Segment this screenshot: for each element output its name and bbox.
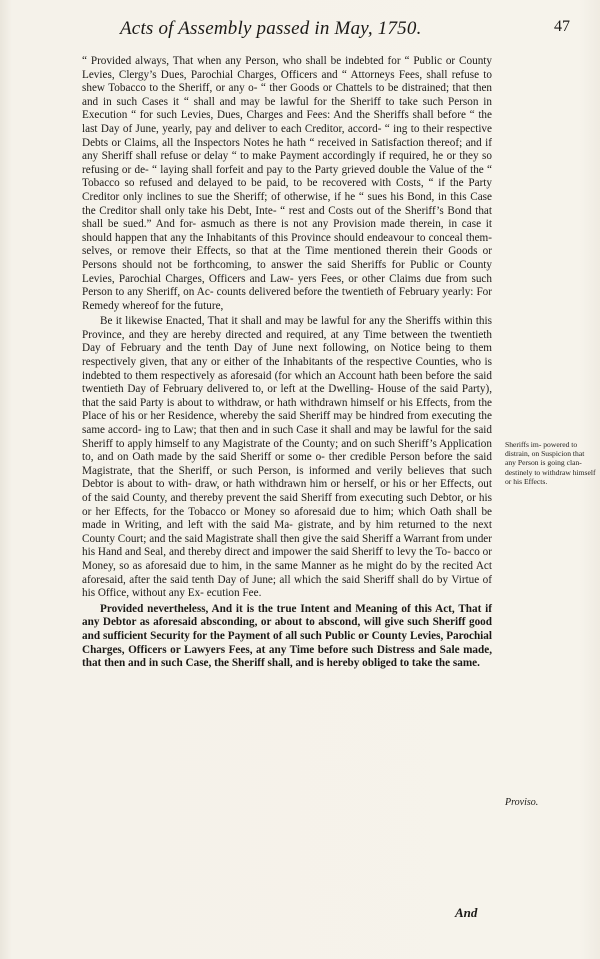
paragraph-provided-always: “ Provided always, That when any Person, who shall be indebted for “ Public or County Levies, Clergy’s Dues, Parochial Charges, Officers and “ Attorneys Fees, shall refuse to shew Tobacco to the Sheriff, or any o- “ ther Goods or Chattels to be distrained; that then and in such Cases it “ shall and may be lawful for the Sheriff to take such Person in Execution “ for such Levies, Dues, Charges and Fees: And the Sheriffs shall before “ the last Day of June, yearly, pay and deliver to each Creditor, accord- “ ing to their respective Debts or Claims, all the Inspectors Notes he hath “ received in Satisfaction thereof; and if any Sheriff shall refuse or delay “ to make Payment accordingly if required, he or they so refusing or de- “ laying shall forfeit and pay to the Party grieved double the Value of the “ Tobacco so refused and delayed to be paid, to be recovered with Costs, “ if the Party Creditor only inclines to sue the Sheriff; of otherwise, if he “ sues his Bond, in this Case the Creditor shall only take his Debt, Inte- “ rest and Costs out of the Sheriff’s Bond that shall be sued.” And for- asmuch as there is not any Provision made therein, in case it should happen that any the Inhabitants of this Province should endeavour to conceal them- selves, or remove their Effects, so that at the Time mentioned therein their Goods or Persons should not be forthcoming, to answer the said Sheriffs for Public or County Levies, Parochial Charges, Officers and Law- yers Fees, or other Claims due from such Person to any Sheriff, on Ac- counts delivered before the twentieth of February yearly: For Remedy whereof for the future,: [82, 55, 492, 312]
page-header: [110, 18, 570, 44]
margin-note-sheriffs: Sheriffs im- powered to distrain, on Suspicion that any Person is going clan- destinely to withdraw himself or his Effects.: [505, 440, 596, 486]
paragraph-proviso: Provided nevertheless, And it is the true Intent and Meaning of this Act, That if any Debtor as aforesaid absconding, or about to abscond, will give such Sheriff good and sufficient Security for the Payment of all such Public or County Levies, Parochial Charges, Officers or Lawyers Fees, at any Time before such Distress and Sale made, that then and in such Case, the Sheriff shall, and is hereby obliged to take the same.: [82, 602, 492, 670]
catchword: And: [455, 905, 478, 920]
margin-note-proviso: Proviso.: [505, 797, 539, 808]
running-head: Acts of Assembly passed in May, 1750.: [120, 18, 422, 39]
page-number: 47: [554, 18, 570, 35]
body-text: [82, 55, 492, 671]
paragraph-be-it-enacted: Be it likewise Enacted, That it shall and may be lawful for any the Sheriffs within this Province, and they are hereby directed and required, at any Time between the twentieth Day of February and the tenth Day of June next following, on Notice being to them respectively given, that any or either of the Inhabitants of the respective Counties, who is indebted to them respectively as aforesaid (for which an Account hath been before the said twentieth Day of February delivered to, or left at the Dwelling- House of the said Party), that the said Party is about to withdraw, or hath withdrawn himself or his Effects, from the Place of his or her Residence, whereby the said Sheriff may be hindred from executing the same accord- ing to Law; that then and in such Case it shall and may be lawful for the said Sheriff to apply himself to any Magistrate of the County; and on such Sheriff’s Application to, and on Oath made by the said Sheriff or some o- ther credible Person before the said Magistrate, that the Sheriff, or such Person, is informed and verily believes that such Debtor is about to with- draw, or hath withdrawn him or herself, or his or her Effects, out of the said County, and thereby prevent the said Sheriff from executing such Debtor, or his or her Effects, for the Tobacco or Money so aforesaid due to him; which Oath shall be made in Writing, and left with the said Ma- gistrate, and by him returned to the next County Court; and the said Magistrate shall then give the said Sheriff a Warrant from under his Hand and Seal, and thereby direct and impower the said Sheriff to levy the To- bacco or Money, so as aforesaid due to him, in the same Manner as he might do by the recited Act aforesaid, after the said tenth Day of June; all which the said Sheriff shall do by Virtue of his Office, without any Ex- ecution Fee.: [82, 315, 492, 600]
